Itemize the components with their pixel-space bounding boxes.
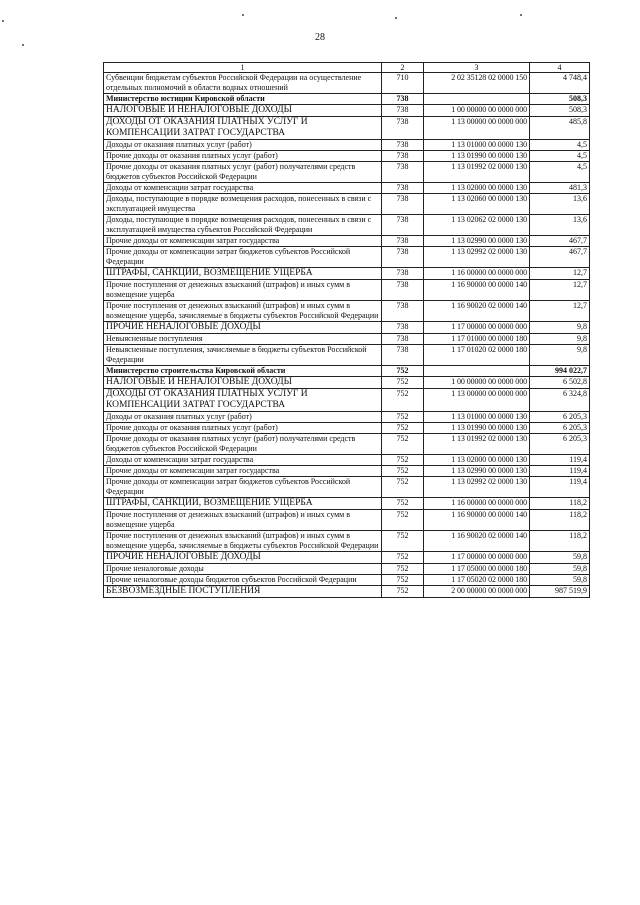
row-admin-code: 738 xyxy=(382,322,424,334)
scan-speck xyxy=(22,44,24,46)
table-row xyxy=(104,105,590,117)
row-amount: 9,8 xyxy=(530,322,590,334)
row-budget-code: 1 13 02992 02 0000 130 xyxy=(424,247,530,268)
row-budget-code: 1 00 00000 00 0000 000 xyxy=(424,377,530,389)
row-amount: 508,3 xyxy=(530,94,590,105)
row-name: Доходы от компенсации затрат государства xyxy=(104,455,382,466)
row-amount: 6 324,8 xyxy=(530,389,590,412)
table-row xyxy=(104,280,590,301)
row-amount: 994 022,7 xyxy=(530,366,590,377)
revenue-table xyxy=(103,62,590,598)
row-admin-code: 752 xyxy=(382,423,424,434)
row-amount: 118,2 xyxy=(530,498,590,510)
row-budget-code: 1 16 00000 00 0000 000 xyxy=(424,498,530,510)
table-row xyxy=(104,377,590,389)
row-amount: 4,5 xyxy=(530,151,590,162)
table-row xyxy=(104,140,590,151)
table-row xyxy=(104,423,590,434)
row-admin-code: 752 xyxy=(382,510,424,531)
row-amount: 6 205,3 xyxy=(530,423,590,434)
row-budget-code: 1 16 90020 02 0000 140 xyxy=(424,531,530,552)
row-admin-code: 752 xyxy=(382,552,424,564)
row-admin-code: 752 xyxy=(382,575,424,586)
row-admin-code: 738 xyxy=(382,247,424,268)
table-row xyxy=(104,455,590,466)
row-name: Министерство юстиции Кировской области xyxy=(104,94,382,105)
row-amount: 59,8 xyxy=(530,575,590,586)
row-admin-code: 752 xyxy=(382,466,424,477)
table-row xyxy=(104,73,590,94)
row-admin-code: 752 xyxy=(382,434,424,455)
row-admin-code: 738 xyxy=(382,94,424,105)
row-admin-code: 738 xyxy=(382,301,424,322)
row-amount: 4,5 xyxy=(530,162,590,183)
row-budget-code: 1 13 02992 02 0000 130 xyxy=(424,477,530,498)
row-budget-code: 1 13 02062 02 0000 130 xyxy=(424,215,530,236)
table-row xyxy=(104,575,590,586)
row-admin-code: 752 xyxy=(382,531,424,552)
row-amount: 118,2 xyxy=(530,531,590,552)
row-budget-code: 1 13 01992 02 0000 130 xyxy=(424,434,530,455)
row-amount: 467,7 xyxy=(530,247,590,268)
table-row xyxy=(104,531,590,552)
row-admin-code: 738 xyxy=(382,117,424,140)
row-admin-code: 752 xyxy=(382,389,424,412)
row-name: Прочие доходы от компенсации затрат бюджетов субъектов Российской Федерации xyxy=(104,247,382,268)
row-admin-code: 738 xyxy=(382,105,424,117)
row-admin-code: 752 xyxy=(382,455,424,466)
row-budget-code: 1 17 01000 00 0000 180 xyxy=(424,334,530,345)
row-amount: 119,4 xyxy=(530,455,590,466)
row-admin-code: 710 xyxy=(382,73,424,94)
row-budget-code xyxy=(424,94,530,105)
scan-speck xyxy=(395,17,397,19)
row-admin-code: 738 xyxy=(382,215,424,236)
row-name: Прочие доходы от оказания платных услуг (работ) получателями средств бюджетов субъектов Российской Федерации xyxy=(104,162,382,183)
row-name: ПРОЧИЕ НЕНАЛОГОВЫЕ ДОХОДЫ xyxy=(104,552,382,564)
row-name: НАЛОГОВЫЕ И НЕНАЛОГОВЫЕ ДОХОДЫ xyxy=(104,105,382,117)
row-budget-code: 1 16 00000 00 0000 000 xyxy=(424,268,530,280)
table-row xyxy=(104,236,590,247)
row-amount: 13,6 xyxy=(530,215,590,236)
column-header: 4 xyxy=(530,63,590,73)
row-name: Доходы от компенсации затрат государства xyxy=(104,183,382,194)
row-amount: 9,8 xyxy=(530,334,590,345)
row-name: БЕЗВОЗМЕЗДНЫЕ ПОСТУПЛЕНИЯ xyxy=(104,586,382,598)
table-row xyxy=(104,162,590,183)
column-header: 1 xyxy=(104,63,382,73)
row-admin-code: 752 xyxy=(382,586,424,598)
column-header: 2 xyxy=(382,63,424,73)
row-name: Прочие доходы от компенсации затрат бюджетов субъектов Российской Федерации xyxy=(104,477,382,498)
row-name: Доходы от оказания платных услуг (работ) xyxy=(104,412,382,423)
row-admin-code: 738 xyxy=(382,151,424,162)
row-budget-code: 2 02 35128 02 0000 150 xyxy=(424,73,530,94)
row-admin-code: 738 xyxy=(382,194,424,215)
table-row xyxy=(104,345,590,366)
row-budget-code: 1 13 01990 00 0000 130 xyxy=(424,423,530,434)
row-budget-code: 1 13 02060 00 0000 130 xyxy=(424,194,530,215)
row-amount: 481,3 xyxy=(530,183,590,194)
row-admin-code: 738 xyxy=(382,140,424,151)
table-row xyxy=(104,117,590,140)
row-amount: 508,3 xyxy=(530,105,590,117)
column-header: 3 xyxy=(424,63,530,73)
row-name: Прочие поступления от денежных взысканий (штрафов) и иных сумм в возмещение ущерба xyxy=(104,280,382,301)
row-amount: 4,5 xyxy=(530,140,590,151)
row-budget-code: 1 13 01000 00 0000 130 xyxy=(424,140,530,151)
scan-speck xyxy=(2,20,4,22)
row-budget-code: 1 16 90020 02 0000 140 xyxy=(424,301,530,322)
row-amount: 4 748,4 xyxy=(530,73,590,94)
row-name: Прочие поступления от денежных взысканий (штрафов) и иных сумм в возмещение ущерба xyxy=(104,510,382,531)
row-name: Министерство строительства Кировской области xyxy=(104,366,382,377)
row-budget-code xyxy=(424,366,530,377)
row-admin-code: 738 xyxy=(382,236,424,247)
row-name: ШТРАФЫ, САНКЦИИ, ВОЗМЕЩЕНИЕ УЩЕРБА xyxy=(104,498,382,510)
row-amount: 6 205,3 xyxy=(530,434,590,455)
row-amount: 12,7 xyxy=(530,301,590,322)
table-header-row xyxy=(104,63,590,73)
row-admin-code: 738 xyxy=(382,345,424,366)
row-budget-code: 1 16 90000 00 0000 140 xyxy=(424,280,530,301)
table-row xyxy=(104,322,590,334)
row-budget-code: 1 13 01992 02 0000 130 xyxy=(424,162,530,183)
table-row xyxy=(104,151,590,162)
row-budget-code: 1 17 05000 00 0000 180 xyxy=(424,564,530,575)
row-name: Прочие поступления от денежных взысканий (штрафов) и иных сумм в возмещение ущерба, зачисляемые в бюджеты субъектов Российской Федерации xyxy=(104,531,382,552)
row-name: Прочие доходы от компенсации затрат государства xyxy=(104,466,382,477)
row-name: ШТРАФЫ, САНКЦИИ, ВОЗМЕЩЕНИЕ УЩЕРБА xyxy=(104,268,382,280)
row-admin-code: 752 xyxy=(382,498,424,510)
row-name: Прочие доходы от оказания платных услуг (работ) xyxy=(104,423,382,434)
table-row xyxy=(104,301,590,322)
row-budget-code: 2 00 00000 00 0000 000 xyxy=(424,586,530,598)
row-amount: 6 502,8 xyxy=(530,377,590,389)
row-name: Прочие неналоговые доходы бюджетов субъектов Российской Федерации xyxy=(104,575,382,586)
row-amount: 119,4 xyxy=(530,477,590,498)
row-name: Прочие доходы от оказания платных услуг (работ) получателями средств бюджетов субъектов Российской Федерации xyxy=(104,434,382,455)
row-name: ДОХОДЫ ОТ ОКАЗАНИЯ ПЛАТНЫХ УСЛУГ И КОМПЕНСАЦИИ ЗАТРАТ ГОСУДАРСТВА xyxy=(104,389,382,412)
row-budget-code: 1 13 01000 00 0000 130 xyxy=(424,412,530,423)
row-amount: 59,8 xyxy=(530,552,590,564)
table-row xyxy=(104,334,590,345)
row-budget-code: 1 13 00000 00 0000 000 xyxy=(424,389,530,412)
row-budget-code: 1 17 05020 02 0000 180 xyxy=(424,575,530,586)
row-budget-code: 1 13 01990 00 0000 130 xyxy=(424,151,530,162)
row-budget-code: 1 13 02000 00 0000 130 xyxy=(424,183,530,194)
row-amount: 119,4 xyxy=(530,466,590,477)
row-admin-code: 738 xyxy=(382,280,424,301)
table-row xyxy=(104,389,590,412)
table-row xyxy=(104,268,590,280)
row-name: Невыясненные поступления, зачисляемые в бюджеты субъектов Российской Федерации xyxy=(104,345,382,366)
row-amount: 9,8 xyxy=(530,345,590,366)
table-row xyxy=(104,94,590,105)
row-amount: 987 519,9 xyxy=(530,586,590,598)
row-admin-code: 738 xyxy=(382,162,424,183)
row-amount: 467,7 xyxy=(530,236,590,247)
page-number: 28 xyxy=(315,32,325,43)
row-name: ДОХОДЫ ОТ ОКАЗАНИЯ ПЛАТНЫХ УСЛУГ И КОМПЕНСАЦИИ ЗАТРАТ ГОСУДАРСТВА xyxy=(104,117,382,140)
table-row xyxy=(104,366,590,377)
row-budget-code: 1 13 02990 00 0000 130 xyxy=(424,466,530,477)
row-budget-code: 1 17 01020 02 0000 180 xyxy=(424,345,530,366)
row-name: Доходы от оказания платных услуг (работ) xyxy=(104,140,382,151)
row-name: Прочие неналоговые доходы xyxy=(104,564,382,575)
row-admin-code: 738 xyxy=(382,334,424,345)
row-budget-code: 1 00 00000 00 0000 000 xyxy=(424,105,530,117)
table-row xyxy=(104,183,590,194)
row-name: НАЛОГОВЫЕ И НЕНАЛОГОВЫЕ ДОХОДЫ xyxy=(104,377,382,389)
table-row xyxy=(104,552,590,564)
row-budget-code: 1 16 90000 00 0000 140 xyxy=(424,510,530,531)
table-row xyxy=(104,564,590,575)
row-name: Доходы, поступающие в порядке возмещения расходов, понесенных в связи с эксплуатацией имущества субъектов Российской Федерации xyxy=(104,215,382,236)
row-admin-code: 738 xyxy=(382,183,424,194)
row-budget-code: 1 17 00000 00 0000 000 xyxy=(424,322,530,334)
row-name: Прочие поступления от денежных взысканий (штрафов) и иных сумм в возмещение ущерба, зачисляемые в бюджеты субъектов Российской Федерации xyxy=(104,301,382,322)
row-name: Невыясненные поступления xyxy=(104,334,382,345)
row-name: ПРОЧИЕ НЕНАЛОГОВЫЕ ДОХОДЫ xyxy=(104,322,382,334)
table-row xyxy=(104,466,590,477)
row-admin-code: 752 xyxy=(382,377,424,389)
row-name: Прочие доходы от компенсации затрат государства xyxy=(104,236,382,247)
row-amount: 59,8 xyxy=(530,564,590,575)
row-admin-code: 752 xyxy=(382,366,424,377)
row-budget-code: 1 13 02000 00 0000 130 xyxy=(424,455,530,466)
scan-speck xyxy=(520,14,522,16)
row-admin-code: 752 xyxy=(382,564,424,575)
table-row xyxy=(104,586,590,598)
row-amount: 13,6 xyxy=(530,194,590,215)
table-row xyxy=(104,434,590,455)
row-amount: 485,8 xyxy=(530,117,590,140)
scan-speck xyxy=(242,14,244,16)
row-amount: 12,7 xyxy=(530,268,590,280)
row-admin-code: 752 xyxy=(382,412,424,423)
table-row xyxy=(104,247,590,268)
row-budget-code: 1 13 00000 00 0000 000 xyxy=(424,117,530,140)
row-amount: 12,7 xyxy=(530,280,590,301)
table-row xyxy=(104,498,590,510)
row-name: Доходы, поступающие в порядке возмещения расходов, понесенных в связи с эксплуатацией имущества xyxy=(104,194,382,215)
table-row xyxy=(104,412,590,423)
table-row xyxy=(104,477,590,498)
table-row xyxy=(104,215,590,236)
row-amount: 118,2 xyxy=(530,510,590,531)
row-budget-code: 1 17 00000 00 0000 000 xyxy=(424,552,530,564)
row-admin-code: 752 xyxy=(382,477,424,498)
row-name: Субвенции бюджетам субъектов Российской Федерации на осуществление отдельных полномочий в области водных отношений xyxy=(104,73,382,94)
table-row xyxy=(104,510,590,531)
table-row xyxy=(104,194,590,215)
row-amount: 6 205,3 xyxy=(530,412,590,423)
row-admin-code: 738 xyxy=(382,268,424,280)
row-name: Прочие доходы от оказания платных услуг (работ) xyxy=(104,151,382,162)
row-budget-code: 1 13 02990 00 0000 130 xyxy=(424,236,530,247)
